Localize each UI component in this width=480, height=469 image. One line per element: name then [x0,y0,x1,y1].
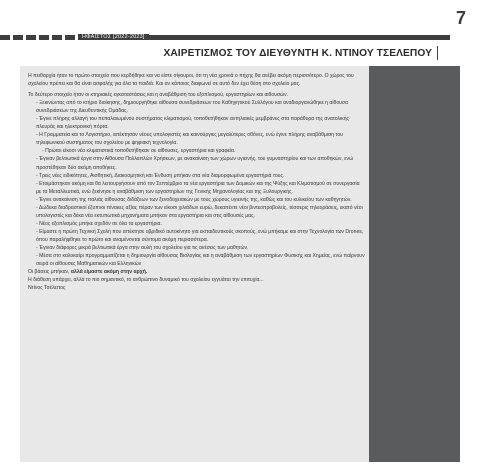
paragraph-discipline: Η πειθαρχία ήταν το πρώτο στοιχείο που κερδήθηκε και να είστε σίγουροι, ότι τη νέα χρονιά ο πήχης θα ανέβει ακόμη περισσότερο. Ο χώρος του σχολείου πρέπει και θα είναι ασφαλής για όλα τα παιδιά. Και αν κάποιος διαφωνεί σε αυτό δεν έχει θέση στο σχολείο μας. [28,73,354,88]
header-label: ΗΦΑΙΣΤΟΣ [2022-2023] [78,34,149,40]
list-item: - Έγιναν βελτιωτικά έργα στην Αίθουσα Πολλαπλών Χρήσεων, με ανακαίνιση των χώρων υγιεινής, του γυμναστηρίου και των αποθηκών, ενώ προστέθηκαν δύο ακόμη αποθήκες. [36,156,354,171]
header-segment [26,35,36,40]
header-tail [149,35,450,40]
page-title: ΧΑΙΡΕΤΙΣΜΟΣ ΤΟΥ ΔΙΕΥΘΥΝΤΗ Κ. ΝΤΙΝΟΥ ΤΣΕΛΕΠΟΥ [163,48,432,59]
body-text [28,72,366,292]
paragraph-foundations [28,268,366,276]
list-item: - Τρεις νέες ειδικότητες, Αισθητική, Διακοσμητική και Ένδυση μπήκαν στα νέα διαμορφωμένα εργαστήριά τους. [36,172,285,179]
header-segment [52,35,62,40]
list-item: - Ξεκινώντας από το κτήριο διοίκησης, δημιουργήθηκε αίθουσα συνεδριάσεων του Καθηγητικού Συλλόγου και αναδιοργανώθηκε η αίθουσα συνεδριάσεων της Διευθυντικής Ομάδας. [36,100,349,115]
foundations-text: Οι βάσεις μπήκαν, [28,269,71,276]
list-item: - Έγινε ανακαίνιση της παλιάς αίθουσας διδάξεων των ξενοδοχειακών με τους χώρους υγιεινής της, καθώς και του κυλικείου των καθηγητών. [36,196,352,203]
signature: Ντίνος Τσέλεπος [28,285,66,292]
header-segment [13,35,23,40]
paragraph-closing: Η διάθεση υπάρχει, αλλά το πιο σημαντικό, το ανθρώπινο δυναμικό του σχολείου εγγυάται την επιτυχία... [28,277,264,284]
list-item: - Δώδεκα διαδραστικοί έξυπνοι πίνακες αξίας πέραν των είκοσι χιλιάδων ευρώ, δεκαπέντε νέοι βιντεοπροβολείς, τέσσερις τηλεοράσεις, εκατό νέοι υπολογιστές και δέκα νέα εκτυπωτικά μηχανήματα μπήκαν στα εργαστήρια και στις αίθουσές μας. [36,204,363,219]
list-item: - Πρώτοι είκοσι νέα κλιματιστικά τοποθετήθηκαν σε αίθουσες, εργαστήρια και γραφεία. [42,148,236,155]
foundations-emphasis: αλλά είμαστε ακόμη στην αρχή. [70,269,148,276]
header-segment [0,35,10,40]
side-panel [369,66,460,462]
list-item: - Έγιναν διάφορες μικρά βελτιωτικά έργα στην αυλή του σχολείου για τις ανέσεις των μαθητών. [36,244,249,251]
list-item: - Είμαστε η πρώτη Τεχνική Σχολή που απέκτησε υβριδικό αυτοκίνητο για εκπαιδευτικούς σκοπούς, ενώ μπήκαμε και στην Τεχνολογία των Drones, όπου παραλήφθηκε το πρώτο και αναμένονται σύντομα ακόμη περισσότερα. [36,228,364,243]
paragraph-facilities: Το δεύτερο στοιχείο ήταν οι κτηριακές εγκαταστάσεις και η αναβάθμιση του εξοπλισμού, εργαστηρίων και αιθουσών. [28,92,289,99]
list-item: - Μέσα στο καλοκαίρι προγραμματίζεται η δημιουργία αίθουσας Βιολογίας και η αναβάθμιση των εργαστηρίων Φυσικής και Χημείας, ενώ παίρνουν σειρά οι αίθουσες Μαθηματικών και Ελληνικών [36,253,365,268]
list-item: - Ετοιμάστηκαν ακόμη και θα λειτουργήσουν από τον Σεπτέμβριο τα νέα εργαστήρια των Δομικών και της Ψύξης και Κλιματισμού σε συνεργασία με τα Μεταλλευτικά, ενώ ξεκίνησε η αναβάθμιση των εργαστηρίων της Γενικής Μηχανολογίας και της Ξυλουργικής. [36,180,360,195]
header-segment [65,35,75,40]
page-number: 7 [455,8,466,28]
list-item: - Η Γραμματεία και το Λογιστήριο, απέκτησαν νέους υπολογιστές και καινούργιες μεγαλύτερες οθόνες, ενώ έγινε πλήρης αναβάθμιση του τηλεφωνικού συστήματος του σχολείου με ψηφιακή τεχνολογία. [36,132,343,147]
list-item: - Νέος εξοπλισμός μπήκε σχεδόν σε όλα τα εργαστήρια. [36,220,162,227]
header-segment [39,35,49,40]
header-bar [0,34,450,40]
list-item: - Έγινε πλήρης αλλαγή του πεπαλαιωμένου συστήματος κλιματισμού, τοποθετήθηκαν αντηλιακές μεμβράνες στα παράθυρα της ανατολικής πλευράς και ηλεκτρονική πόρτα. [36,116,350,131]
title-divider [437,46,438,60]
